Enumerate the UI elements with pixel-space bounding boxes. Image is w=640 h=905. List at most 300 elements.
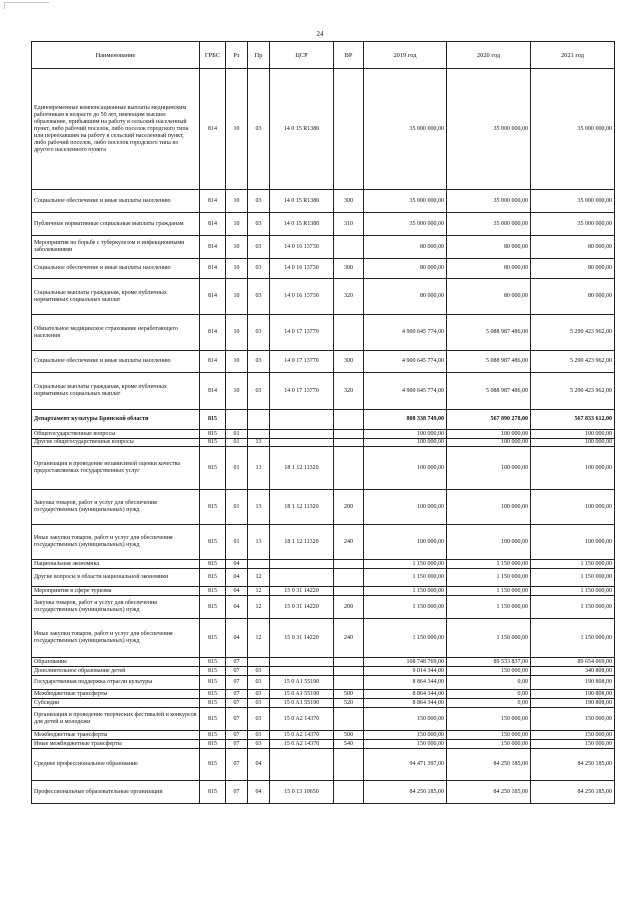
page-number: 24 — [316, 30, 324, 38]
table-row — [32, 315, 615, 351]
cell-2019: 1 150 000,00 — [364, 587, 447, 596]
cell-vr — [334, 676, 364, 690]
cell-vr: 300 — [334, 259, 364, 279]
cell-2020: 5 088 987 486,00 — [447, 315, 531, 351]
table-row — [32, 699, 615, 708]
cell-rz: 01 — [226, 439, 248, 447]
cell-2020: 150 000,00 — [447, 731, 531, 740]
table-row — [32, 351, 615, 373]
cell-2021: 150 000,00 — [531, 731, 615, 740]
cell-2021: 35 000 000,00 — [531, 69, 615, 190]
cell-2020: 80 000,00 — [447, 259, 531, 279]
cell-pr: 13 — [248, 447, 270, 490]
cell-2021: 35 000 000,00 — [531, 190, 615, 213]
cell-vr — [334, 658, 364, 667]
cell-2020: 80 000,00 — [447, 236, 531, 259]
cell-csr — [270, 667, 334, 676]
cell-rz: 07 — [226, 690, 248, 699]
cell-csr: 15 0 13 10650 — [270, 781, 334, 804]
cell-pr: 03 — [248, 236, 270, 259]
cell-2021: 80 000,00 — [531, 236, 615, 259]
cell-csr: 15 0 31 14220 — [270, 587, 334, 596]
cell-csr: 14 0 17 13770 — [270, 315, 334, 351]
cell-name: Социальные выплаты гражданам, кроме публичных нормативных социальных выплат — [32, 373, 200, 410]
cell-2021: 100 000,00 — [531, 430, 615, 439]
cell-2021: 84 250 185,00 — [531, 749, 615, 781]
cell-name: Организация и проведение творческих фестивалей и конкурсов для детей и молодежи — [32, 708, 200, 731]
cell-pr: 13 — [248, 439, 270, 447]
cell-rz: 01 — [226, 430, 248, 439]
cell-2020: 0,00 — [447, 699, 531, 708]
cell-name: Субсидии — [32, 699, 200, 708]
cell-2019: 94 471 397,00 — [364, 749, 447, 781]
cell-pr: 03 — [248, 676, 270, 690]
cell-csr — [270, 569, 334, 587]
cell-csr: 18 1 12 11320 — [270, 525, 334, 560]
cell-csr — [270, 439, 334, 447]
cell-csr — [270, 430, 334, 439]
cell-2021: 190 808,00 — [531, 699, 615, 708]
cell-rz: 01 — [226, 447, 248, 490]
cell-2020: 35 000 000,00 — [447, 213, 531, 236]
table-row — [32, 690, 615, 699]
table-row — [32, 560, 615, 569]
cell-2021: 84 250 185,00 — [531, 781, 615, 804]
cell-grbs: 814 — [200, 259, 226, 279]
cell-pr: 04 — [248, 781, 270, 804]
cell-2020: 80 000,00 — [447, 279, 531, 315]
cell-2019: 150 000,00 — [364, 731, 447, 740]
cell-pr: 03 — [248, 69, 270, 190]
cell-grbs: 815 — [200, 490, 226, 525]
cell-2019: 35 000 000,00 — [364, 213, 447, 236]
cell-grbs: 815 — [200, 410, 226, 430]
cell-grbs: 815 — [200, 731, 226, 740]
cell-2020: 35 000 000,00 — [447, 69, 531, 190]
cell-name: Обязательное медицинское страхование неработающего населения — [32, 315, 200, 351]
cell-grbs: 814 — [200, 213, 226, 236]
scan-corner-mark — [4, 2, 49, 9]
cell-grbs: 815 — [200, 619, 226, 658]
cell-vr: 500 — [334, 690, 364, 699]
cell-csr: 14 0 16 13730 — [270, 279, 334, 315]
col-header-rz: Рз — [226, 42, 248, 69]
cell-2020: 100 000,00 — [447, 447, 531, 490]
cell-pr — [248, 658, 270, 667]
cell-csr: 15 0 A1 55190 — [270, 690, 334, 699]
table-row — [32, 69, 615, 190]
cell-rz: 04 — [226, 587, 248, 596]
cell-2021: 80 000,00 — [531, 259, 615, 279]
col-header-name: Наименование — [32, 42, 200, 69]
cell-2019: 100 000,00 — [364, 525, 447, 560]
cell-name: Иные межбюджетные трансферты — [32, 740, 200, 749]
cell-rz: 10 — [226, 190, 248, 213]
cell-name: Образование — [32, 658, 200, 667]
cell-csr: 15 0 A2 14370 — [270, 740, 334, 749]
cell-rz: 07 — [226, 740, 248, 749]
cell-2021: 567 833 612,00 — [531, 410, 615, 430]
cell-vr: 300 — [334, 190, 364, 213]
cell-name: Иные закупки товаров, работ и услуг для обеспечения государственных (муниципальных) нужд — [32, 619, 200, 658]
cell-pr: 12 — [248, 619, 270, 658]
cell-2020: 0,00 — [447, 690, 531, 699]
table-row — [32, 569, 615, 587]
cell-2019: 35 000 000,00 — [364, 69, 447, 190]
table-row — [32, 619, 615, 658]
cell-2020: 150 000,00 — [447, 667, 531, 676]
cell-2019: 8 864 344,00 — [364, 676, 447, 690]
cell-2019: 9 014 344,00 — [364, 667, 447, 676]
cell-2020: 150 000,00 — [447, 740, 531, 749]
cell-vr: 540 — [334, 740, 364, 749]
cell-grbs: 815 — [200, 569, 226, 587]
cell-name: Другие вопросы в области национальной экономики — [32, 569, 200, 587]
cell-2021: 190 808,00 — [531, 676, 615, 690]
cell-pr: 03 — [248, 279, 270, 315]
cell-name: Национальная экономика — [32, 560, 200, 569]
cell-grbs: 815 — [200, 525, 226, 560]
cell-name: Закупка товаров, работ и услуг для обеспечения государственных (муниципальных) нужд — [32, 490, 200, 525]
cell-csr — [270, 410, 334, 430]
cell-grbs: 815 — [200, 587, 226, 596]
cell-name: Социальное обеспечение и иные выплаты населению — [32, 190, 200, 213]
cell-name: Мероприятия в сфере туризма — [32, 587, 200, 596]
cell-grbs: 814 — [200, 236, 226, 259]
cell-csr: 15 0 31 14220 — [270, 596, 334, 619]
table-row — [32, 410, 615, 430]
cell-2019: 80 000,00 — [364, 279, 447, 315]
cell-vr — [334, 430, 364, 439]
cell-pr: 03 — [248, 213, 270, 236]
cell-rz: 01 — [226, 525, 248, 560]
cell-2021: 1 150 000,00 — [531, 569, 615, 587]
cell-csr: 14 0 15 R1380 — [270, 213, 334, 236]
cell-vr: 300 — [334, 351, 364, 373]
cell-pr: 04 — [248, 749, 270, 781]
cell-pr: 03 — [248, 259, 270, 279]
cell-grbs: 815 — [200, 560, 226, 569]
table-row — [32, 740, 615, 749]
cell-pr: 03 — [248, 740, 270, 749]
cell-vr — [334, 315, 364, 351]
cell-pr: 03 — [248, 731, 270, 740]
cell-2019: 100 000,00 — [364, 447, 447, 490]
cell-name: Дополнительное образование детей — [32, 667, 200, 676]
cell-name: Иные закупки товаров, работ и услуг для обеспечения государственных (муниципальных) нужд — [32, 525, 200, 560]
cell-2020: 150 000,00 — [447, 708, 531, 731]
cell-grbs: 814 — [200, 279, 226, 315]
cell-pr: 12 — [248, 587, 270, 596]
cell-2019: 1 150 000,00 — [364, 560, 447, 569]
cell-vr — [334, 708, 364, 731]
cell-2019: 150 000,00 — [364, 708, 447, 731]
cell-2020: 1 150 000,00 — [447, 587, 531, 596]
cell-grbs: 815 — [200, 708, 226, 731]
table-row — [32, 781, 615, 804]
cell-grbs: 815 — [200, 430, 226, 439]
cell-rz: 10 — [226, 236, 248, 259]
cell-2020: 100 000,00 — [447, 430, 531, 439]
cell-grbs: 814 — [200, 69, 226, 190]
col-header-csr: ЦСР — [270, 42, 334, 69]
cell-2019: 4 900 645 774,00 — [364, 351, 447, 373]
cell-grbs: 815 — [200, 699, 226, 708]
cell-rz: 10 — [226, 69, 248, 190]
cell-vr: 200 — [334, 490, 364, 525]
cell-2021: 1 150 000,00 — [531, 596, 615, 619]
cell-name: Социальные выплаты гражданам, кроме публичных нормативных социальных выплат — [32, 279, 200, 315]
cell-pr: 12 — [248, 596, 270, 619]
table-row — [32, 658, 615, 667]
col-header-2019: 2019 год — [364, 42, 447, 69]
cell-2021: 1 150 000,00 — [531, 619, 615, 658]
cell-rz: 07 — [226, 667, 248, 676]
cell-csr: 14 0 16 13730 — [270, 236, 334, 259]
table-row — [32, 373, 615, 410]
cell-vr: 310 — [334, 213, 364, 236]
cell-2020: 5 088 987 486,00 — [447, 351, 531, 373]
cell-vr — [334, 569, 364, 587]
cell-2019: 4 900 645 774,00 — [364, 373, 447, 410]
cell-csr: 15 0 31 14220 — [270, 619, 334, 658]
cell-rz: 07 — [226, 658, 248, 667]
cell-csr: 14 0 15 R1380 — [270, 69, 334, 190]
table-row — [32, 439, 615, 447]
cell-grbs: 815 — [200, 690, 226, 699]
cell-pr — [248, 560, 270, 569]
table-row — [32, 525, 615, 560]
cell-csr: 14 0 15 R1380 — [270, 190, 334, 213]
cell-grbs: 815 — [200, 740, 226, 749]
cell-name: Государственная поддержка отрасли культуры — [32, 676, 200, 690]
table-row — [32, 213, 615, 236]
table-row — [32, 708, 615, 731]
cell-2021: 5 290 423 962,00 — [531, 373, 615, 410]
cell-2021: 100 000,00 — [531, 490, 615, 525]
budget-table — [31, 41, 615, 804]
cell-name: Публичные нормативные социальные выплаты гражданам — [32, 213, 200, 236]
cell-2020: 567 890 278,00 — [447, 410, 531, 430]
cell-2019: 84 250 185,00 — [364, 781, 447, 804]
cell-rz: 10 — [226, 373, 248, 410]
table-row — [32, 667, 615, 676]
cell-csr: 15 0 A2 14370 — [270, 708, 334, 731]
table-row — [32, 749, 615, 781]
cell-2021: 100 000,00 — [531, 439, 615, 447]
cell-rz: 07 — [226, 749, 248, 781]
cell-vr: 240 — [334, 619, 364, 658]
col-header-grbs: ГРБС — [200, 42, 226, 69]
table-row — [32, 430, 615, 439]
cell-grbs: 815 — [200, 658, 226, 667]
col-header-vr: ВР — [334, 42, 364, 69]
cell-grbs: 815 — [200, 676, 226, 690]
col-header-2020: 2020 год — [447, 42, 531, 69]
cell-vr — [334, 447, 364, 490]
cell-vr — [334, 781, 364, 804]
cell-2019: 100 000,00 — [364, 490, 447, 525]
cell-pr: 13 — [248, 525, 270, 560]
cell-grbs: 814 — [200, 351, 226, 373]
cell-2020: 1 150 000,00 — [447, 569, 531, 587]
table-row — [32, 587, 615, 596]
cell-vr — [334, 410, 364, 430]
cell-name: Общегосударственные вопросы — [32, 430, 200, 439]
cell-vr — [334, 749, 364, 781]
cell-2020: 35 000 000,00 — [447, 190, 531, 213]
cell-2020: 84 250 185,00 — [447, 749, 531, 781]
cell-rz: 10 — [226, 351, 248, 373]
cell-2019: 1 150 000,00 — [364, 569, 447, 587]
cell-2019: 35 000 000,00 — [364, 190, 447, 213]
cell-rz: 04 — [226, 596, 248, 619]
cell-vr: 500 — [334, 731, 364, 740]
cell-name: Мероприятия по борьбе с туберкулезом и инфекционными заболеваниями — [32, 236, 200, 259]
cell-2020: 100 000,00 — [447, 439, 531, 447]
cell-2019: 8 864 344,00 — [364, 699, 447, 708]
cell-vr — [334, 667, 364, 676]
cell-rz: 07 — [226, 708, 248, 731]
cell-2021: 5 290 423 962,00 — [531, 351, 615, 373]
cell-rz: 04 — [226, 619, 248, 658]
table-row — [32, 447, 615, 490]
cell-pr: 03 — [248, 708, 270, 731]
table-body — [32, 69, 615, 804]
cell-grbs: 815 — [200, 439, 226, 447]
cell-csr — [270, 560, 334, 569]
cell-rz: 10 — [226, 259, 248, 279]
cell-rz: 07 — [226, 676, 248, 690]
cell-name: Межбюджетные трансферты — [32, 731, 200, 740]
cell-2020: 100 000,00 — [447, 490, 531, 525]
cell-2021: 35 000 000,00 — [531, 213, 615, 236]
cell-csr: 14 0 16 13730 — [270, 259, 334, 279]
cell-csr: 15 0 A1 55190 — [270, 676, 334, 690]
cell-csr: 18 1 12 11320 — [270, 490, 334, 525]
cell-pr: 03 — [248, 690, 270, 699]
cell-pr: 12 — [248, 569, 270, 587]
cell-grbs: 814 — [200, 190, 226, 213]
cell-vr: 240 — [334, 525, 364, 560]
cell-2019: 808 338 749,00 — [364, 410, 447, 430]
cell-vr: 320 — [334, 279, 364, 315]
cell-rz: 04 — [226, 560, 248, 569]
cell-vr: 520 — [334, 699, 364, 708]
table-row — [32, 731, 615, 740]
cell-vr — [334, 439, 364, 447]
cell-2020: 1 150 000,00 — [447, 560, 531, 569]
cell-name: Единовременные компенсационные выплаты медицинским работникам в возрасте до 50 лет, имеющим высшее образование, прибывшим на работу в сельский населенный пункт, либо рабочий поселок, либо поселок городского типа или переехавшим на работу в сельский населенный пункт, либо рабочий поселок, либо поселок городского типа из другого населенного пункта — [32, 69, 200, 190]
cell-name: Социальное обеспечение и иные выплаты населению — [32, 351, 200, 373]
cell-csr — [270, 749, 334, 781]
cell-vr — [334, 236, 364, 259]
col-header-pr: Пр — [248, 42, 270, 69]
cell-vr — [334, 69, 364, 190]
cell-csr: 14 0 17 13770 — [270, 373, 334, 410]
cell-pr: 13 — [248, 490, 270, 525]
col-header-2021: 2021 год — [531, 42, 615, 69]
cell-2021: 80 000,00 — [531, 279, 615, 315]
cell-rz: 10 — [226, 213, 248, 236]
cell-2020: 5 088 987 486,00 — [447, 373, 531, 410]
cell-rz: 04 — [226, 569, 248, 587]
table-row — [32, 676, 615, 690]
cell-2021: 100 000,00 — [531, 447, 615, 490]
cell-2019: 100 000,00 — [364, 430, 447, 439]
cell-grbs: 815 — [200, 781, 226, 804]
cell-2020: 89 533 837,00 — [447, 658, 531, 667]
cell-pr: 03 — [248, 667, 270, 676]
cell-csr — [270, 658, 334, 667]
cell-pr: 03 — [248, 315, 270, 351]
cell-name: Профессиональные образовательные организации — [32, 781, 200, 804]
cell-2019: 80 000,00 — [364, 236, 447, 259]
cell-rz: 01 — [226, 490, 248, 525]
cell-name: Организация и проведение независимой оценки качества предоставляемых государственных услуг — [32, 447, 200, 490]
cell-2019: 150 000,00 — [364, 740, 447, 749]
cell-pr — [248, 410, 270, 430]
cell-csr: 15 0 A1 55190 — [270, 699, 334, 708]
cell-rz — [226, 410, 248, 430]
cell-2021: 1 150 000,00 — [531, 560, 615, 569]
cell-2019: 100 000,00 — [364, 439, 447, 447]
cell-rz: 07 — [226, 731, 248, 740]
cell-2021: 150 000,00 — [531, 740, 615, 749]
cell-grbs: 815 — [200, 596, 226, 619]
cell-vr: 320 — [334, 373, 364, 410]
cell-2021: 340 808,00 — [531, 667, 615, 676]
cell-name: Социальное обеспечение и иные выплаты населению — [32, 259, 200, 279]
cell-2020: 84 250 185,00 — [447, 781, 531, 804]
cell-2021: 89 654 069,00 — [531, 658, 615, 667]
cell-2020: 0,00 — [447, 676, 531, 690]
cell-vr: 200 — [334, 596, 364, 619]
cell-2021: 150 000,00 — [531, 708, 615, 731]
cell-csr: 15 0 A2 14370 — [270, 731, 334, 740]
table-row — [32, 190, 615, 213]
cell-pr: 03 — [248, 373, 270, 410]
cell-rz: 10 — [226, 315, 248, 351]
cell-2019: 8 864 344,00 — [364, 690, 447, 699]
cell-grbs: 814 — [200, 315, 226, 351]
cell-grbs: 815 — [200, 667, 226, 676]
cell-2019: 80 000,00 — [364, 259, 447, 279]
cell-pr: 03 — [248, 351, 270, 373]
table-row — [32, 236, 615, 259]
cell-rz: 07 — [226, 781, 248, 804]
table-header-row — [32, 42, 615, 69]
cell-pr: 03 — [248, 190, 270, 213]
cell-vr — [334, 560, 364, 569]
cell-csr: 18 1 12 11320 — [270, 447, 334, 490]
cell-name: Закупка товаров, работ и услуг для обеспечения государственных (муниципальных) нужд — [32, 596, 200, 619]
table-row — [32, 596, 615, 619]
cell-name: Другие общегосударственные вопросы — [32, 439, 200, 447]
cell-2021: 190 808,00 — [531, 690, 615, 699]
cell-name: Межбюджетные трансферты — [32, 690, 200, 699]
cell-2020: 1 150 000,00 — [447, 596, 531, 619]
cell-grbs: 815 — [200, 749, 226, 781]
cell-2020: 1 150 000,00 — [447, 619, 531, 658]
cell-rz: 10 — [226, 279, 248, 315]
cell-2019: 1 150 000,00 — [364, 619, 447, 658]
table-row — [32, 490, 615, 525]
cell-grbs: 815 — [200, 447, 226, 490]
cell-2019: 1 150 000,00 — [364, 596, 447, 619]
cell-csr: 14 0 17 13770 — [270, 351, 334, 373]
cell-2021: 5 290 423 962,00 — [531, 315, 615, 351]
